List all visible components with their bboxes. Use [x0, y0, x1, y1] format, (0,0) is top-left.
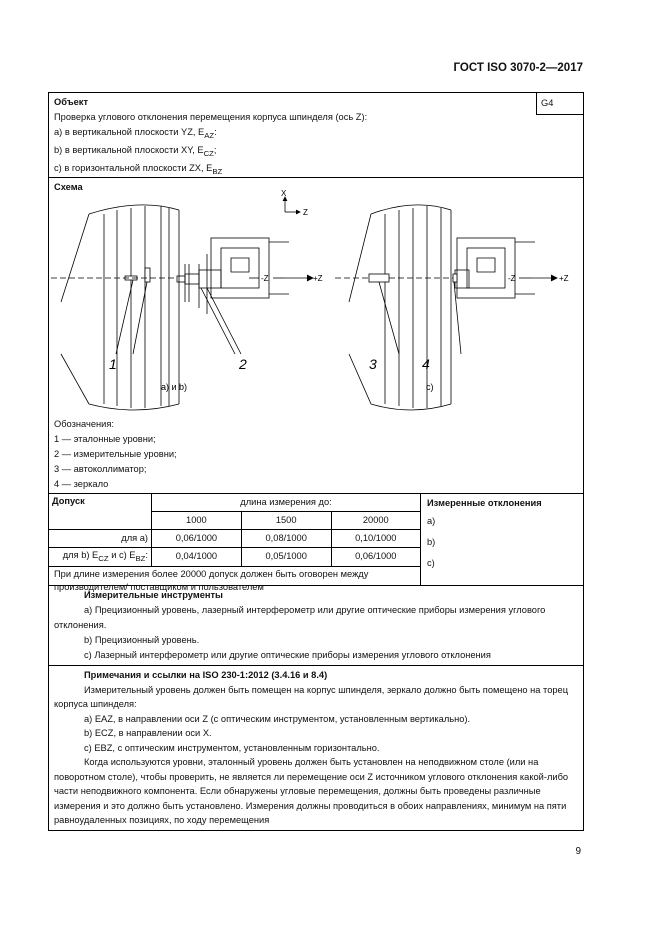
- axis-x-label: X: [281, 189, 287, 198]
- right-column-drawing: [335, 205, 557, 410]
- callout-4: 4: [422, 356, 430, 372]
- tolerance-table: [49, 494, 420, 567]
- notes-item: b) ECZ, в направлении оси X.: [84, 728, 212, 738]
- callout-3: 3: [369, 356, 377, 372]
- object-line-0: Проверка углового отклонения перемещения корпуса шпинделя (ось Z):: [54, 112, 368, 122]
- legend-item: 2 — измерительные уровни;: [54, 449, 177, 459]
- notes-section: [49, 665, 583, 830]
- measured-deviations: [421, 494, 583, 585]
- legend-title: Обозначения:: [54, 419, 114, 429]
- notes-item: с) EBZ, с оптическим инструментом, установленным горизонтально.: [84, 742, 380, 753]
- test-code: G4: [536, 93, 583, 115]
- measured-item: b): [427, 537, 436, 547]
- notes-item: а) EAZ, в направлении оси Z (с оптическим инструментом, установленным вертикально).: [84, 713, 471, 724]
- left-column-drawing: [51, 205, 313, 410]
- object-section: [49, 93, 583, 177]
- instrument-item: а) Прецизионный уровень, лазерный интерферометр или другие оптические приборы измерения углового отклонения.: [54, 605, 546, 630]
- axis-triad: [283, 197, 300, 214]
- tolerance-cell: 0,06/1000: [152, 530, 242, 548]
- object-line-2: b) в вертикальной плоскости XY, $E_{CZ}$;: [54, 144, 217, 158]
- tolerance-cell: 0,05/1000: [241, 548, 331, 567]
- measured-title: Измеренные отклонения: [427, 498, 542, 508]
- tolerance-cell: 0,10/1000: [331, 530, 420, 548]
- object-line-3: с) в горизонтальной плоскости ZX, $E_{BZ}$: [54, 162, 223, 176]
- instrument-item: b) Прецизионный уровень.: [84, 635, 200, 645]
- row-a-label: для а): [49, 530, 152, 548]
- row-bc-label: для b) $E_{CZ}$ и с) $E_{BZ}$:: [49, 548, 152, 567]
- instruments-section: [49, 585, 583, 665]
- legend-item: 1 — эталонные уровни;: [54, 434, 156, 444]
- plus-z-right: +Z: [559, 274, 569, 283]
- length-value: 1000: [152, 512, 242, 530]
- object-line-1: а) в вертикальной плоскости YZ, $E_{AZ}$:: [54, 127, 217, 140]
- notes-title: Примечания и ссылки на ISO 230-1:2012 (3.4.16 и 8.4): [84, 670, 328, 680]
- notes-intro: Измерительный уровень должен быть помещен на корпус шпинделя, зеркало должно быть помещено на торец корпуса шпинделя:: [54, 684, 569, 709]
- tolerance-table-area: [49, 494, 421, 592]
- caption-left: а) и b): [161, 382, 188, 392]
- length-value: 20000: [331, 512, 420, 530]
- schema-figure: [49, 189, 583, 416]
- length-value: 1500: [241, 512, 331, 530]
- schema-title: Схема: [54, 182, 83, 192]
- tolerance-cell: 0,06/1000: [331, 548, 420, 567]
- measured-item: с): [427, 558, 435, 568]
- object-title: Объект: [54, 97, 89, 107]
- minus-z-left: -Z: [261, 274, 269, 283]
- plus-z-left: +Z: [313, 274, 323, 283]
- axis-z-label: Z: [303, 208, 308, 217]
- legend-item: 3 — автоколлиматор;: [54, 464, 147, 474]
- tolerance-section: [49, 493, 583, 592]
- page-number: 9: [575, 846, 581, 857]
- instrument-item: с) Лазерный интерферометр или другие оптические приборы измерения углового отклонения: [84, 650, 491, 660]
- standard-header: ГОСТ ISO 3070-2—2017: [453, 62, 583, 74]
- instruments-title: Измерительные инструменты: [84, 590, 223, 600]
- callout-1: 1: [109, 356, 117, 372]
- tolerance-title: Допуск: [49, 494, 152, 530]
- callout-2: 2: [239, 356, 247, 372]
- minus-z-right: -Z: [508, 274, 516, 283]
- measured-item: а): [427, 516, 436, 526]
- test-sheet: [48, 92, 584, 831]
- legend: [54, 417, 177, 492]
- tolerance-note: При длине измерения более 20000 допуск должен быть оговорен между производителем/ поставщиком и пользователем: [54, 568, 369, 592]
- legend-item: 4 — зеркало: [54, 479, 109, 489]
- schema-section: [49, 177, 583, 493]
- tolerance-cell: 0,04/1000: [152, 548, 242, 567]
- tolerance-cell: 0,08/1000: [241, 530, 331, 548]
- length-header: длина измерения до:: [152, 494, 421, 512]
- notes-outro: Когда используются уровни, эталонный уровень должен быть установлен на неподвижном столе (или на поворотном столе), чтобы проверить, не является ли перемещение оси Z источником углового отклонения какой-либо части неподвижного компонента. Если обнаружены угловые перемещения, должны быть проведены различные измерения и это должно быть установлено. Измерения должны проводиться в обоих направлениях, минимум на пяти равноудаленных позициях, по ходу перемещения: [54, 757, 569, 825]
- caption-right: с): [426, 382, 434, 392]
